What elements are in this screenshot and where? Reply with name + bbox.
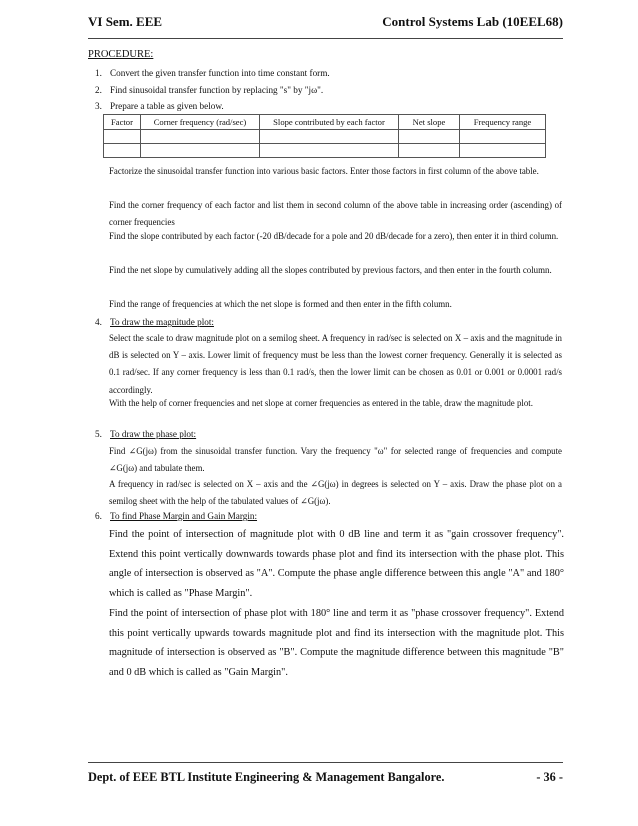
header-lab-title: Control Systems Lab (10EEL68) [382,14,563,29]
step-5-heading [95,426,196,443]
step-number: 3. [95,101,102,111]
step3-paragraph-corner: Find the corner frequency of each factor and list them in second column of the above table in increasing order (ascending) of corner frequencies [109,200,562,228]
table-cell [104,144,141,158]
step3-paragraph-range: Find the range of frequencies at which the net slope is formed and then enter in the fifth column. [109,299,452,309]
step-text: Prepare a table as given below. [110,101,224,111]
step-number: 2. [95,85,102,95]
procedure-title: PROCEDURE: [88,49,154,60]
page-footer [88,762,563,785]
step5-paragraph-find: Find ∠G(jω) from the sinusoidal transfer function. Vary the frequency "ω" for selected range of frequencies and compute ∠G(jω) and tabulate them. [109,446,562,474]
table-row [104,130,546,144]
page-number: - 36 - [536,770,563,784]
step-2 [95,82,323,99]
step6-paragraph-gain-margin: Find the point of intersection of phase plot with 180° line and term it as "phase crossover frequency". Extend this point vertically upwards towards magnitude plot and find its intersection with the magnitude plot. This magnitude of intersection is observed as "B". Compute the magnitude difference between this magnitude "B" and 0 dB which is called as "Gain Margin". [109,608,564,678]
table-cell [460,130,546,144]
table-header-cell: Slope contributed by each factor [260,115,399,130]
step-4-heading [95,314,214,331]
footer-institution: Dept. of EEE BTL Institute Engineering & Management Bangalore. [88,770,445,784]
table-row [104,144,546,158]
step6-paragraph-phase-margin: Find the point of intersection of magnitude plot with 0 dB line and term it as "gain crossover frequency". Extend this point vertically downwards towards phase plot and find its intersection with the phase plot. This angle of intersection is observed as "A". Compute the phase angle difference between this angle "A" and 180° which is called as "Phase Margin". [109,529,564,599]
step-number: 5. [95,429,102,439]
table-cell [104,130,141,144]
step3-paragraph-net-slope: Find the net slope by cumulatively adding all the slopes contributed by previous factors, and then enter in the fourth column. [109,265,552,275]
table-cell [141,130,260,144]
step-number: 1. [95,68,102,78]
step-number: 4. [95,317,102,327]
step-4-title: To draw the magnitude plot: [110,317,214,327]
step-3 [95,98,224,115]
header-semester: VI Sem. EEE [88,14,163,29]
step3-paragraph-slope: Find the slope contributed by each factor (-20 dB/decade for a pole and 20 dB/decade for a zero), then enter it in third column. [109,231,559,241]
table-cell [399,130,460,144]
step4-paragraph-scale: Select the scale to draw magnitude plot on a semilog sheet. A frequency in rad/sec is selected on X – axis and the magnitude in dB is selected on Y – axis. Lower limit of frequency must be less than the lowest corner frequency. Generally it is selected as 0.1 rad/sec. If any corner frequency is less than 0.1 rad/s, then the lower limit can be chosen as 0.01 or 0.001 or 0.0001 rad/s accordingly. [109,333,562,395]
table-cell [460,144,546,158]
corner-frequency-table [103,114,546,158]
step-1 [95,65,330,82]
table-cell [260,130,399,144]
step-text: Convert the given transfer function into time constant form. [110,68,330,78]
step3-paragraph-factorize: Factorize the sinusoidal transfer function into various basic factors. Enter those factors in first column of the above table. [109,166,539,176]
step4-paragraph-draw: With the help of corner frequencies and net slope at corner frequencies as entered in the table, draw the magnitude plot. [109,398,533,408]
step-6-title: To find Phase Margin and Gain Margin: [110,511,258,521]
step-5-title: To draw the phase plot: [110,429,197,439]
step-text: Find sinusoidal transfer function by replacing "s" by "jω". [110,85,324,95]
page-header [88,14,563,39]
step-6-heading [95,508,257,525]
table-header-cell: Frequency range [460,115,546,130]
table-cell [141,144,260,158]
table-header-cell: Corner frequency (rad/sec) [141,115,260,130]
table-cell [260,144,399,158]
table-cell [399,144,460,158]
table-header-cell: Factor [104,115,141,130]
table-header-row [104,115,546,130]
step-number: 6. [95,511,102,521]
table-header-cell: Net slope [399,115,460,130]
step5-paragraph-axes: A frequency in rad/sec is selected on X – axis and the ∠G(jω) in degrees is selected on Y – axis. Draw the phase plot on a semilog sheet with the help of the tabulated values of ∠G(jω). [109,479,562,507]
